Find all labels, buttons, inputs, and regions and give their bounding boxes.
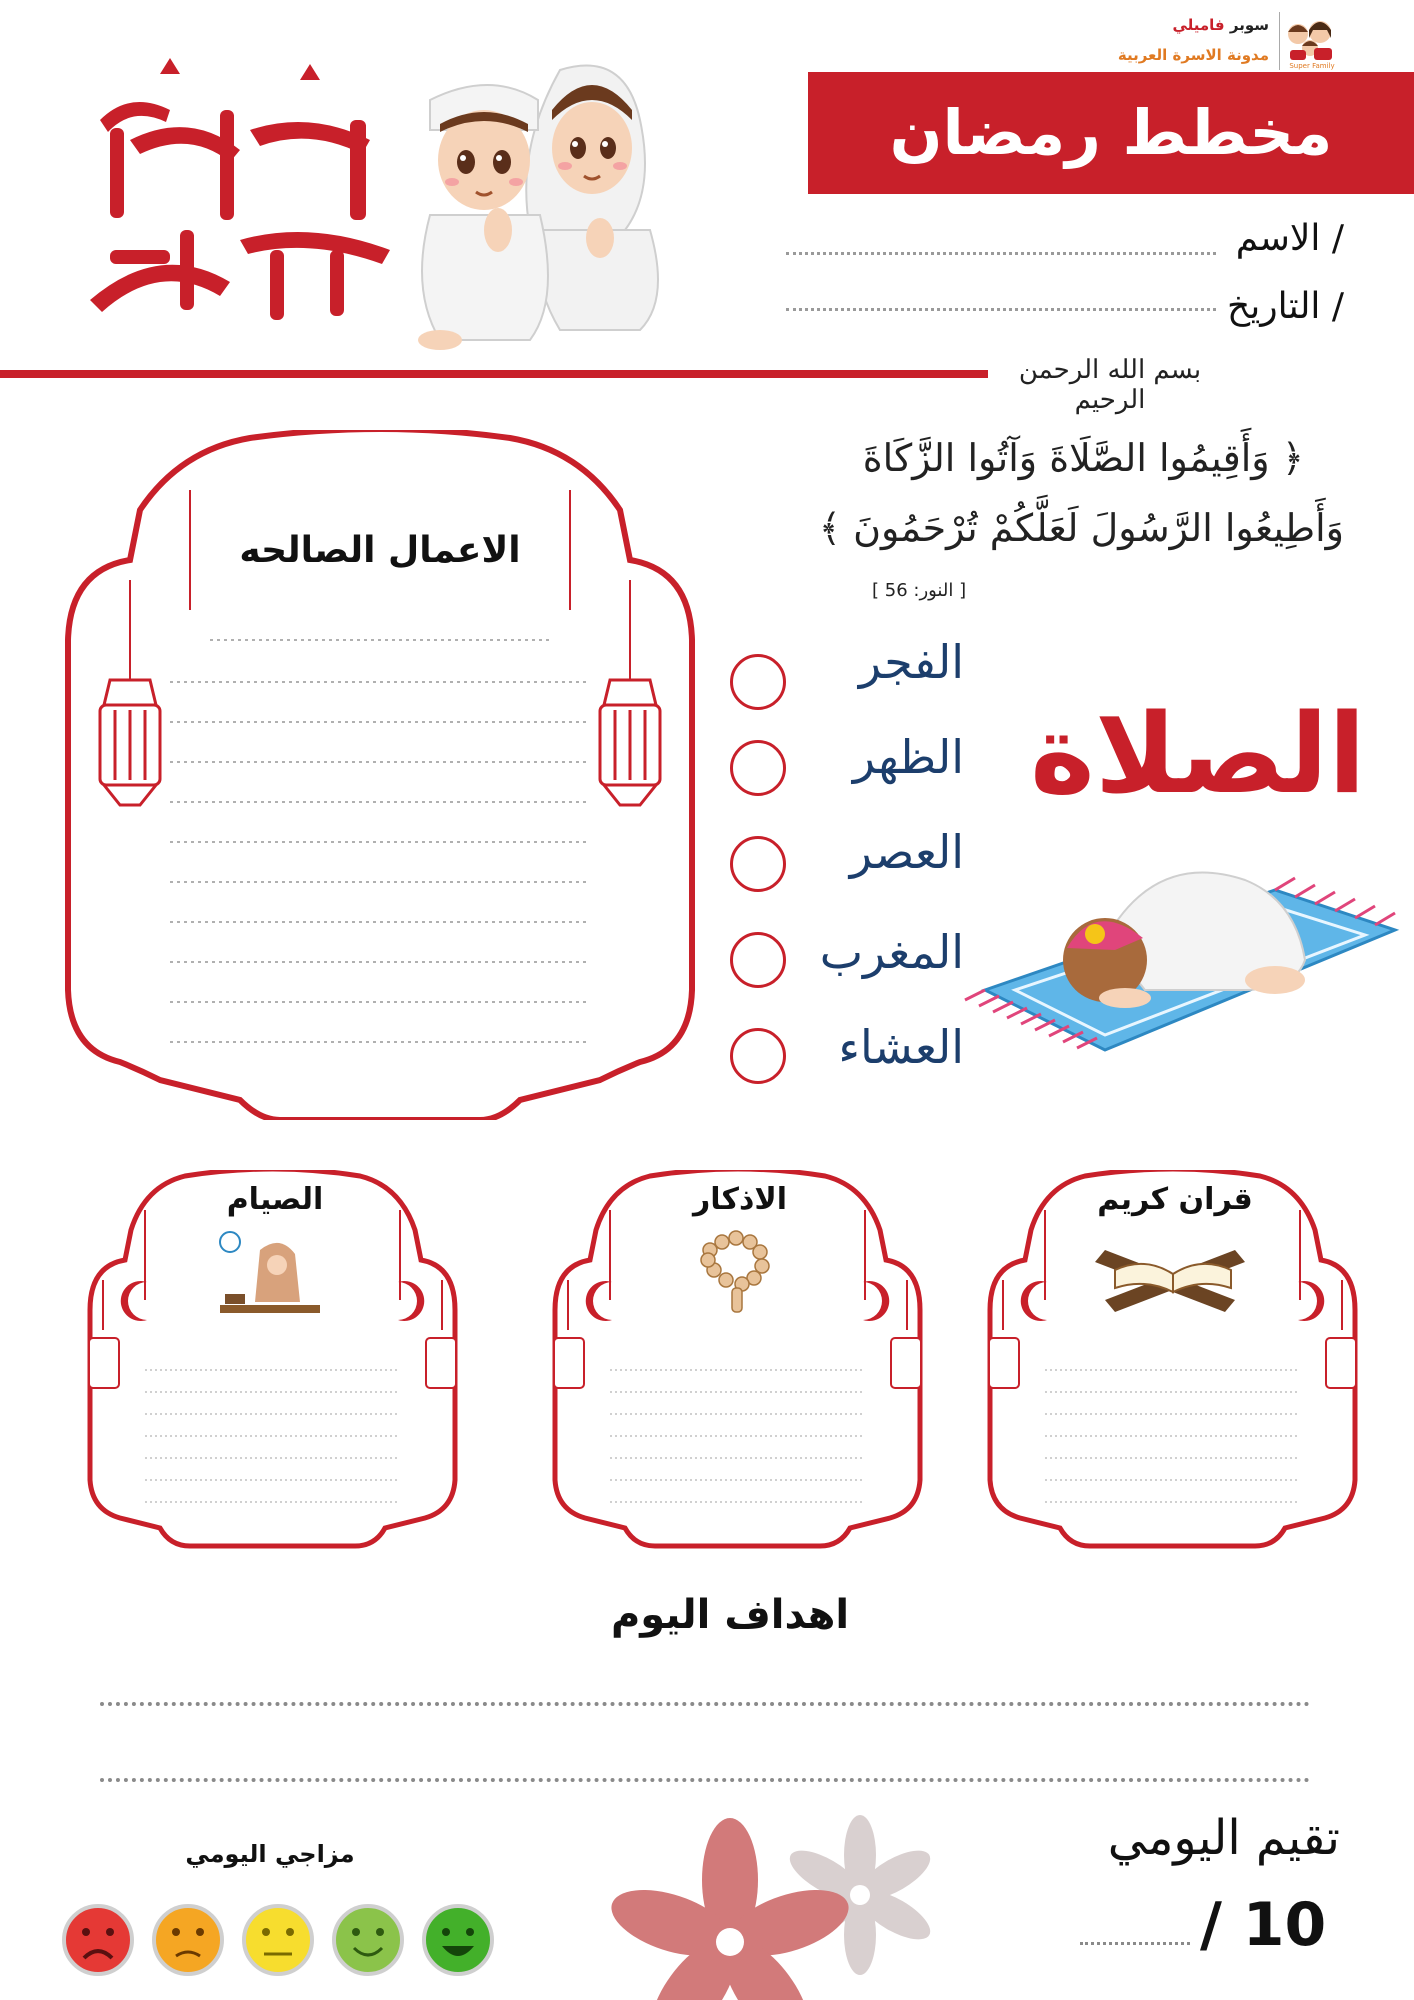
prayer-dhuhr-checkbox[interactable] bbox=[730, 740, 786, 796]
happy-face-icon[interactable] bbox=[334, 1906, 402, 1974]
brand-name-prefix: سوبر bbox=[1229, 16, 1269, 34]
flowers-decoration bbox=[580, 1810, 960, 2000]
quran-title: قران كريم bbox=[1097, 1182, 1253, 1217]
brand-name bbox=[1172, 16, 1269, 34]
dhikr-title: الاذكار bbox=[693, 1182, 787, 1217]
fasting-frame bbox=[85, 1170, 460, 1550]
quran-frame bbox=[985, 1170, 1360, 1550]
rating-score: / 10 bbox=[1200, 1890, 1327, 1960]
brand-logo-block bbox=[1117, 12, 1344, 72]
neutral-face-icon[interactable] bbox=[244, 1906, 312, 1974]
rating-input-line[interactable] bbox=[1080, 1942, 1190, 1945]
family-logo-icon bbox=[1279, 12, 1344, 70]
basmala-text: بسم الله الرحمن الرحيم bbox=[1018, 355, 1202, 415]
date-field[interactable] bbox=[786, 308, 1216, 311]
sad-face-icon[interactable] bbox=[154, 1906, 222, 1974]
mood-title: مزاجي اليومي bbox=[185, 1840, 355, 1868]
goals-title: اهداف اليوم bbox=[610, 1592, 850, 1638]
praying-children-illustration bbox=[410, 40, 680, 360]
prayer-section-title: الصلاة bbox=[1030, 690, 1366, 818]
prayer-dhuhr-label: الظهر bbox=[852, 730, 964, 784]
goal-line-1[interactable] bbox=[100, 1702, 1310, 1706]
very-happy-face-icon[interactable] bbox=[424, 1906, 492, 1974]
brand-subtitle: مدونة الاسرة العربية bbox=[1117, 46, 1269, 64]
brand-logo-text: Super Family bbox=[1289, 62, 1335, 70]
prayer-asr-checkbox[interactable] bbox=[730, 836, 786, 892]
ramadan-kareem-calligraphy bbox=[70, 50, 410, 340]
good-deeds-title: الاعمال الصالحه bbox=[239, 530, 521, 571]
verse-line-1: ﴿ وَأَقِيمُوا الصَّلَاةَ وَآتُوا الزَّكَاةَ bbox=[862, 436, 1304, 480]
page-title: مخطط رمضان bbox=[889, 96, 1333, 169]
goal-line-2[interactable] bbox=[100, 1778, 1310, 1782]
name-label: الاسم / bbox=[1235, 218, 1344, 259]
fasting-title: الصيام bbox=[226, 1182, 324, 1217]
prayer-isha-label: العشاء bbox=[838, 1020, 964, 1074]
brand-name-accent: فاميلي bbox=[1172, 16, 1225, 34]
very-sad-face-icon[interactable] bbox=[64, 1906, 132, 1974]
prayer-maghrib-label: المغرب bbox=[819, 925, 964, 979]
verse-line-2: وَأَطِيعُوا الرَّسُولَ لَعَلَّكُمْ تُرْحَمُونَ ﴾ bbox=[818, 506, 1344, 550]
verse-reference: [ النور: 56 ] bbox=[872, 580, 967, 601]
date-label: التاريخ / bbox=[1226, 286, 1344, 327]
rating-title: تقيم اليومي bbox=[1107, 1810, 1340, 1866]
prayer-isha-checkbox[interactable] bbox=[730, 1028, 786, 1084]
header-divider bbox=[0, 370, 988, 378]
prayer-fajr-label: الفجر bbox=[858, 635, 964, 689]
prayer-asr-label: العصر bbox=[849, 825, 964, 879]
title-banner bbox=[808, 72, 1414, 194]
prayer-maghrib-checkbox[interactable] bbox=[730, 932, 786, 988]
dhikr-frame bbox=[550, 1170, 925, 1550]
name-field[interactable] bbox=[786, 252, 1216, 255]
praying-child-on-mat-illustration bbox=[955, 830, 1405, 1070]
mood-faces bbox=[60, 1900, 500, 1980]
prayer-fajr-checkbox[interactable] bbox=[730, 654, 786, 710]
ramadan-kareem-text: رمضان كريم bbox=[240, 335, 246, 336]
